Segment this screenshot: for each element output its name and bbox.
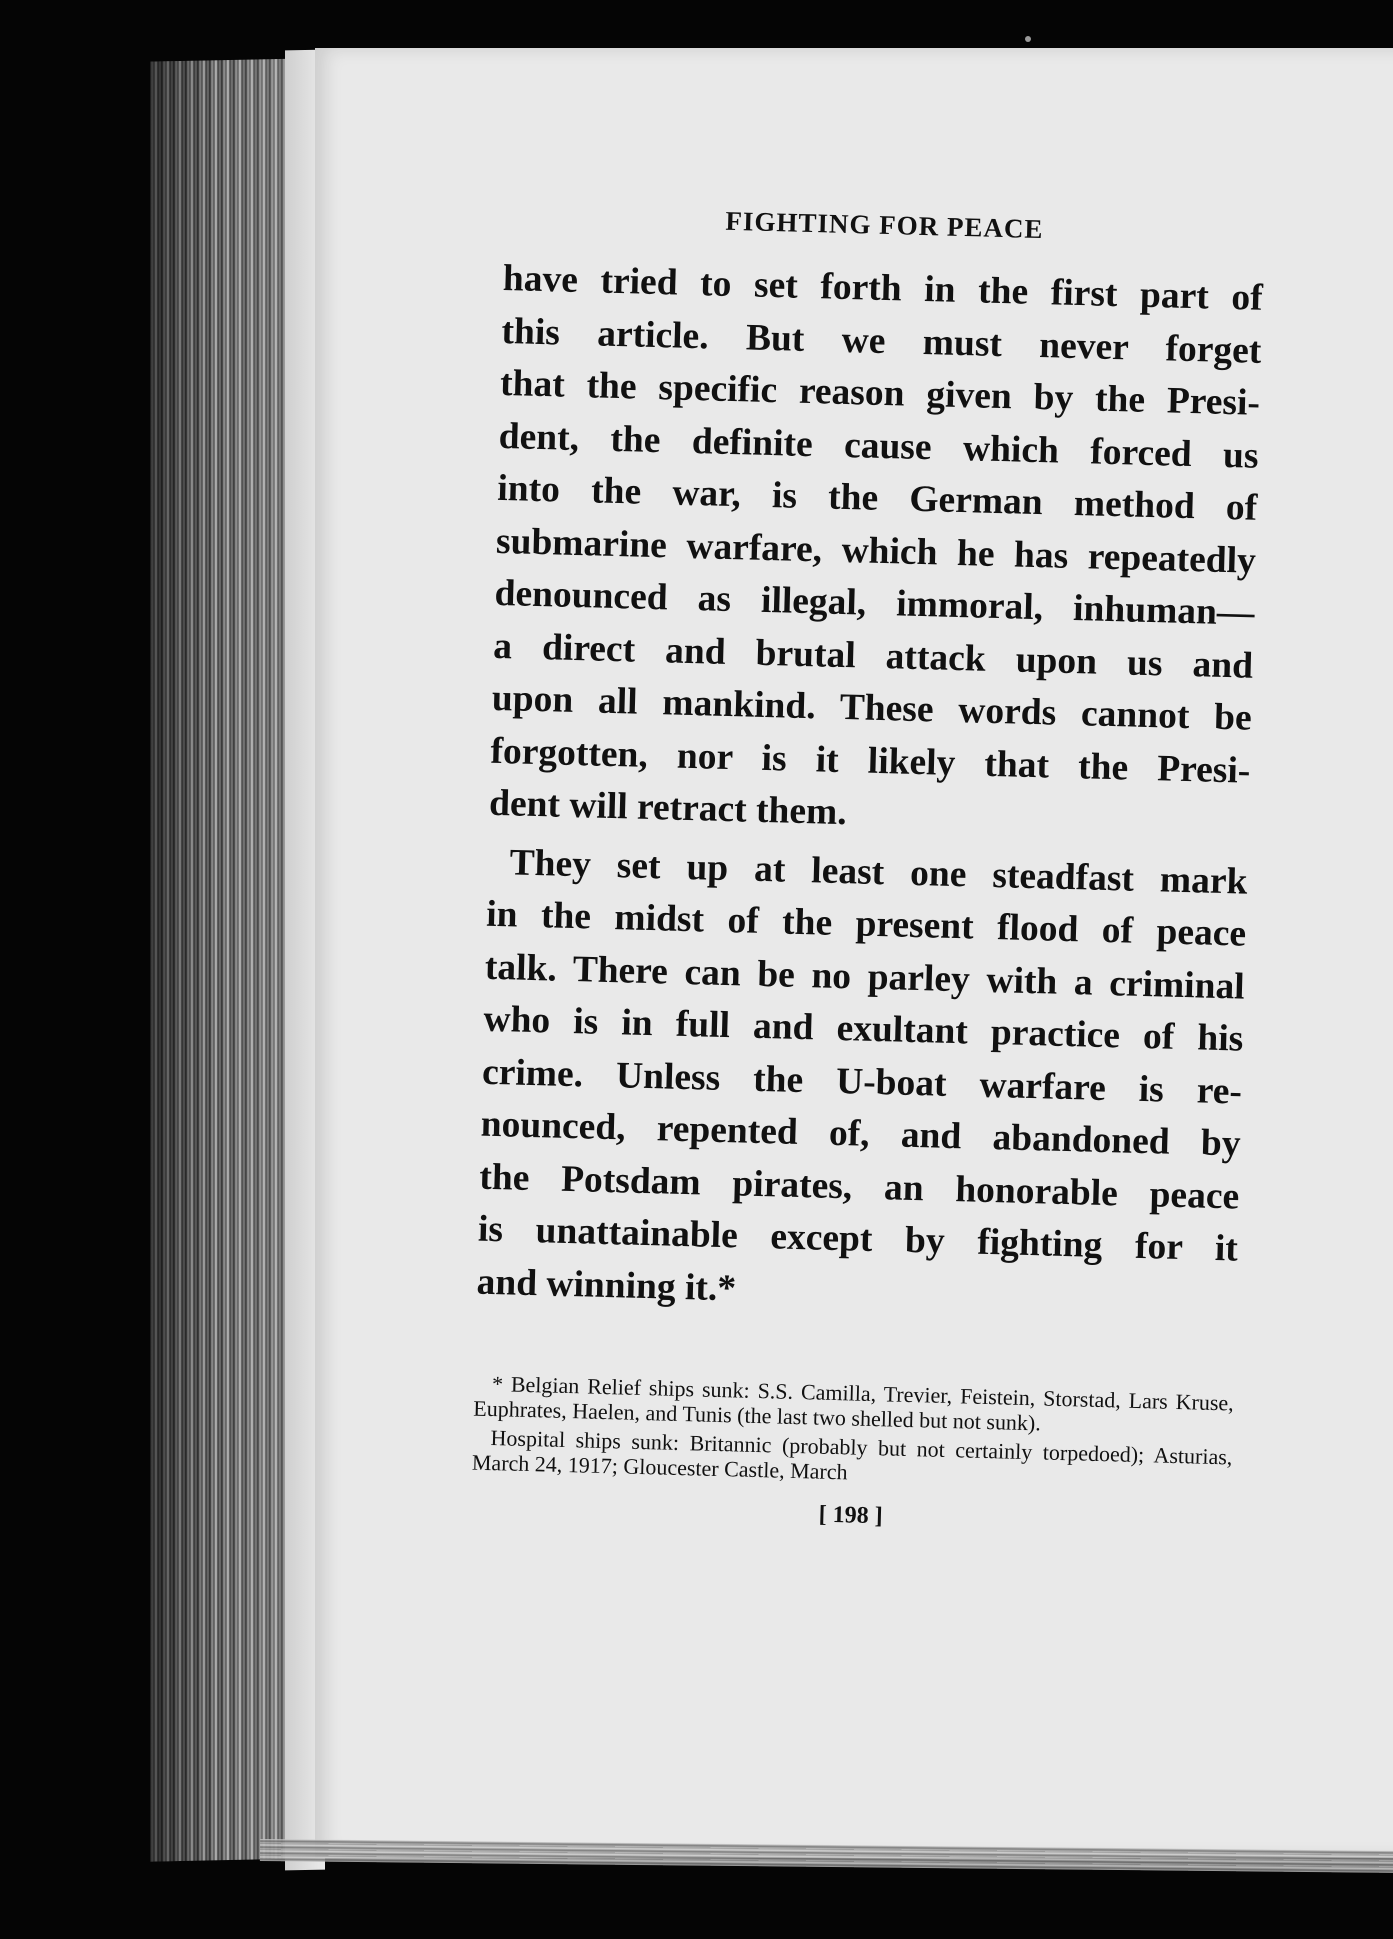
- paragraph-2: [476, 836, 1248, 1328]
- text-line: talk. There can be no parley with a criminal: [484, 946, 1246, 1008]
- page-number: [ 198 ]: [818, 1501, 883, 1530]
- text-line: crime. Unless the U-boat warfare is re-: [481, 1051, 1243, 1113]
- footnote-hospital-ships: Hospital ships sunk: Britannic (probably but not certainly torpedoed); Asturias, March 24, 1917; Gloucester Castle, March: [471, 1425, 1233, 1485]
- text-line: forgotten, nor is it likely that the Presi-: [490, 730, 1251, 792]
- footnotes: [472, 1371, 1234, 1495]
- text-line: upon all mankind. These words cannot be: [491, 677, 1253, 739]
- text-line: the Potsdam pirates, an honorable peace: [478, 1156, 1240, 1218]
- text-line: dent, the definite cause which forced us: [498, 415, 1260, 477]
- text-line: dent will retract them.: [488, 782, 848, 834]
- text-line: that the specific reason given by the Presi-: [499, 362, 1261, 424]
- text-line: is unattainable except by fighting for it: [477, 1208, 1239, 1270]
- text-line: a direct and brutal attack upon us and: [492, 625, 1254, 687]
- body-text: [476, 253, 1263, 1329]
- text-line: nounced, repented of, and abandoned by: [480, 1103, 1242, 1165]
- text-line: in the midst of the present flood of peace: [485, 893, 1247, 955]
- text-line: They set up at least one steadfast mark: [509, 841, 1248, 903]
- paragraph-1: [488, 253, 1263, 850]
- text-line: denounced as illegal, immoral, inhuman—: [494, 572, 1255, 634]
- page-content: [463, 200, 1265, 1839]
- running-head: FIGHTING FOR PEACE: [725, 205, 1044, 245]
- text-line: into the war, is the German method of: [496, 467, 1258, 529]
- text-line: have tried to set forth in the first part of: [502, 257, 1264, 319]
- dust-speck: [1025, 36, 1031, 42]
- text-line: who is in full and exultant practice of his: [483, 998, 1244, 1060]
- text-line: and winning it.*: [476, 1261, 737, 1309]
- text-line: this article. But we must never forget: [501, 310, 1262, 372]
- text-line: submarine warfare, which he has repeatedly: [495, 520, 1257, 582]
- footnote-belgian-relief: * Belgian Relief ships sunk: S.S. Camilla, Trevier, Feistein, Storstad, Lars Kruse, Euphrates, Haelen, and Tunis (the last two shelled but not sunk).: [473, 1371, 1235, 1436]
